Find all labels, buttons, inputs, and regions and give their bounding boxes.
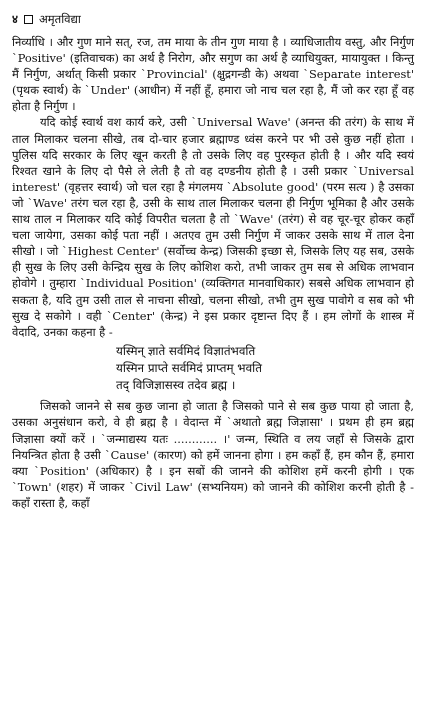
verse-line-2: यस्मिन प्राप्ते सर्वमिदं प्राप्तम् भवति (116, 360, 262, 375)
sanskrit-verse (116, 343, 414, 395)
page-header (12, 10, 414, 28)
paragraph-1: निर्व्याधि । और गुण माने सत्, रज, तम माया के तीन गुण माया है । व्याधिजातीय वस्तु, और निर्गुण `Positive' (इतिवाचक) का अर्थ है निरोग, और सगुण का अर्थ है व्याधियुक्त, मायायुक्त । किन्तु मैं निर्गुण, अर्थात् किसी प्रकार `Provincial' (क्षुद्रगन्डी के) अथवा `Separate interest' (पृथक स्वार्थ) के `Under' (आधीन) में नहीं हूँ, हमारा जो नाच चल रहा है, मैं जो कर रहा हूँ वह होता है निर्गुण । (12, 35, 414, 114)
verse-line-1: यस्मिन् ज्ञाते सर्वमिदं विज्ञातंभवति (116, 343, 256, 358)
square-bullet-icon (24, 15, 33, 24)
paragraph-3: जिसको जानने से सब कुछ जाना हो जाता है जिसको पाने से सब कुछ पाया हो जाता है, उसका अनुसंधान करो, वे ही ब्रह्म है । वेदान्त में `अथातो ब्रह्म जिज्ञासा' । प्रथम ही हम ब्रह्म जिज्ञासा क्यों करें । `जन्माद्यस्य यतः ............ ।' जन्म, स्थिति व लय जहाँ से जिसके द्वारा नियन्त्रित होता है उसी `Cause' (कारण) को हमें जानना होगा । हम कहाँ हैं, हम कौन हैं, हमारा क्या `Position' (अधिकार) है । इन सबों की जानने की कोशिश हमें करनी होगी । एक `Town' (शहर) में जाकर `Civil Law' (सभ्यनियम) को जानने की कोशिश करनी होती है - कहाँ रास्ता है, कहाँ (12, 399, 414, 510)
page-number: ४ (12, 12, 18, 26)
running-title: अमृतविद्या (38, 12, 81, 26)
verse-line-3: तद् विजिज्ञासस्व तदेव ब्रह्म । (116, 378, 236, 393)
paragraph-2: यदि कोई स्वार्थ वश कार्य करे, उसी `Universal Wave' (अनन्त की तरंग) के साथ में ताल मिलाकर चलना सीखे, तब दो-चार हजार ब्रह्माण्ड ध्वंस करने पर भी उसे कुछ नहीं होता । पुलिस यदि सरकार के लिए खून करती है तो उसके लिए वह पुरस्कृत होती है । और यदि स्वयं रिश्वत खाने के लिए दो पैसे ले लेती है तो वह दण्डनीय होती है । उसी प्रकार `Universal interest' (वृहत्तर स्वार्थ) जो चल रहा है मंगलमय `Absolute good' (परम सत्य ) है उसका जो `Wave' तरंग चल रहा है, उसी के साथ ताल मिलाकर चलना ही निर्गुण भूमिका है और उसके साथ ताल न मिलाकर यदि कोई विपरीत चलता है तो `Wave' (तरंग) से वह चूर-चूर होकर कहाँ चला जायेगा, उसका कोई पता नहीं । अतएव तुम उसी निर्गुण में जाकर उसके साथ में ताल देना सीखो । जो `Highest Center' (सर्वोच्च केन्द्र) जिसकी इच्छा से, जिसके लिए यह सब, उसके ही सुख के लिए उसी केन्द्रिय सुख के लिए कोशिश करो, तभी जाकर तुम सब से अधिक लाभवान होवोगे । तुम्हारा `Individual Position' (व्यक्तिगत मानवाधिकार) सबसे अधिक लाभवान हो सकता है, यदि तुम उसी ताल से नाचना सीखो, चलना सीखो, तभी तुम सुख पावोगे व सब को भी सुख दे सकोगे । वही `Center' (केन्द्र) ने इस प्रकार दृष्टान्त दिए हैं । हम लोगों के शास्त्र में वेदादि, उनका कहना है - (12, 115, 414, 339)
